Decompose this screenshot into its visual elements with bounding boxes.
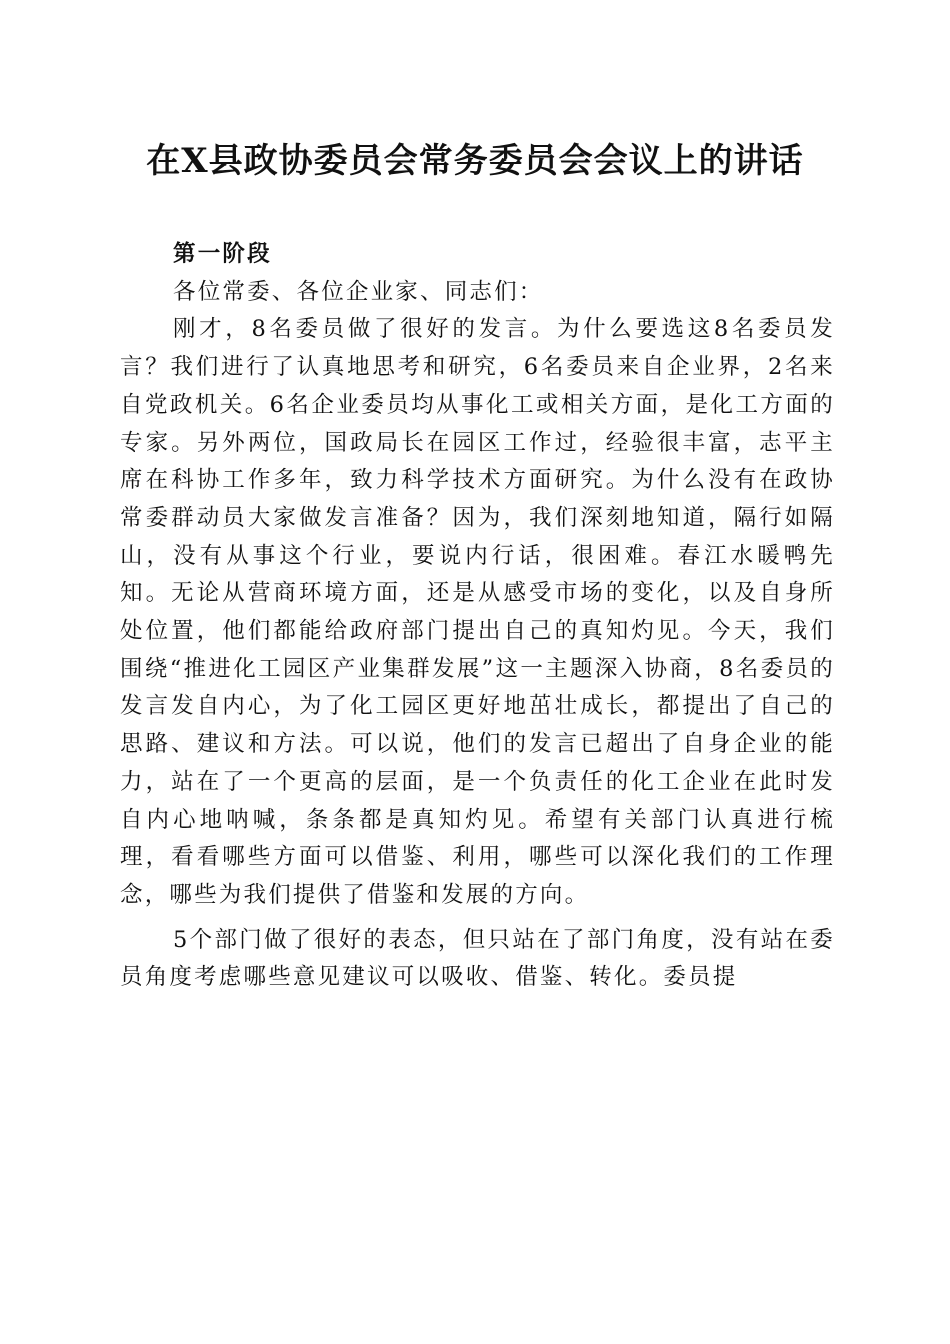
section-heading: 第一阶段: [173, 241, 272, 267]
document-title: 在X县政协委员会常务委员会会议上的讲话: [146, 141, 804, 181]
document-body: [120, 236, 835, 997]
salutation-paragraph: 各位常委、各位企业家、同志们：: [173, 278, 544, 305]
body-paragraph-1: 刚才，8名委员做了很好的发言。为什么要选这8名委员发言？我们进行了认真地思考和研究，6名委员来自企业界，2名来自党政机关。6名企业委员均从事化工或相关方面，是化工方面的专家。另外两位，国政局长在园区工作过，经验很丰富，志平主席在科协工作多年，致力科学技术方面研究。为什么没有在政协常委群动员大家做发言准备？因为，我们深刻地知道，隔行如隔山，没有从事这个行业，要说内行话，很困难。春江水暖鸭先知。无论从营商环境方面，还是从感受市场的变化，以及自身所处位置，他们都能给政府部门提出自己的真知灼见。今天，我们围绕“推进化工园区产业集群发展”这一主题深入协商，8名委员的发言发自内心，为了化工园区更好地茁壮成长，都提出了自己的思路、建议和方法。可以说，他们的发言已超出了自身企业的能力，站在了一个更高的层面，是一个负责任的化工企业在此时发自内心地呐喊，条条都是真知灼见。希望有关部门认真进行梳理，看看哪些方面可以借鉴、利用，哪些可以深化我们的工作理念，哪些为我们提供了借鉴和发展的方向。: [120, 316, 835, 908]
body-paragraph-2: 5个部门做了很好的表态，但只站在了部门角度，没有站在委员角度考虑哪些意见建议可以吸收、借鉴、转化。委员提: [120, 926, 835, 991]
